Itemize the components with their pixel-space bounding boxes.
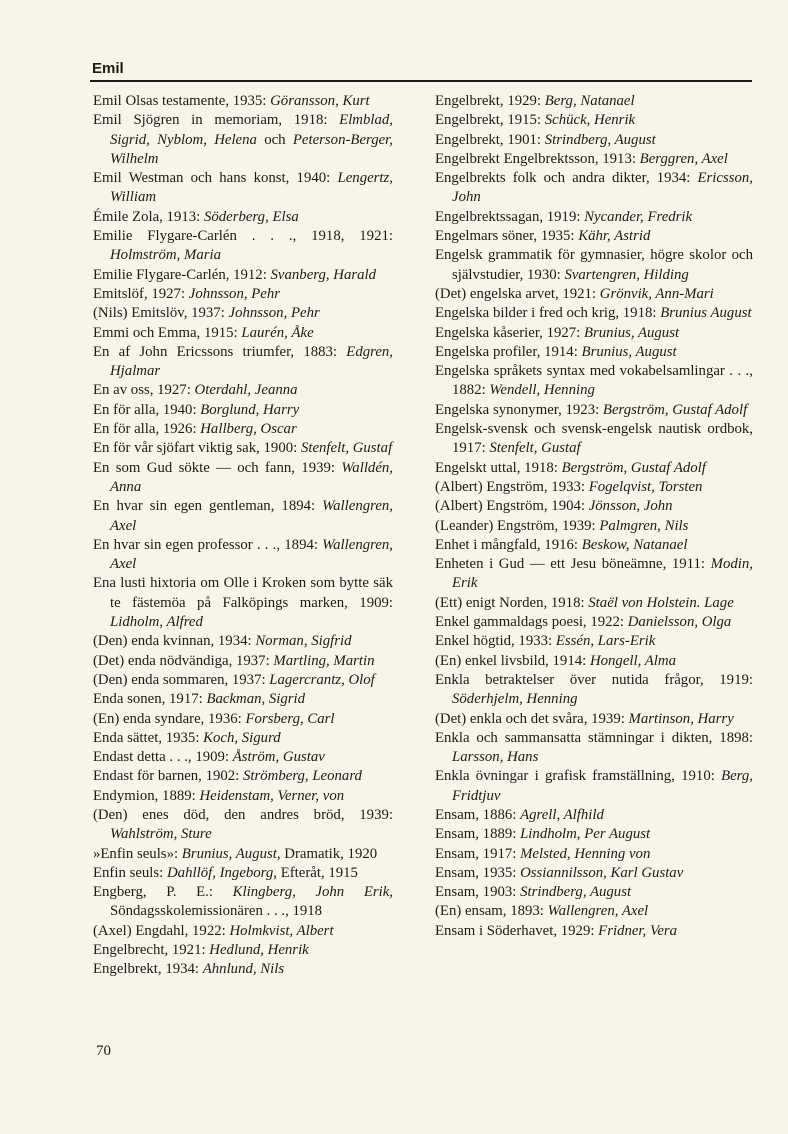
index-entry <box>93 208 393 227</box>
entry-title: Ensam i Söderhavet, 1929: <box>435 922 599 939</box>
entry-author: Peterson-Berger, Wilhelm <box>110 131 393 167</box>
entry-author: Beskow, Natanael <box>581 536 688 553</box>
entry-title: Engelsk grammatik för gymnasier, högre skolor och självstudier, 1930: <box>435 247 753 283</box>
entry-author: Borglund, Harry <box>200 401 300 418</box>
index-entry <box>435 883 753 902</box>
entry-title: Engelbrekt, 1901: <box>435 131 545 148</box>
entry-author: Lindholm, Per August <box>520 826 651 843</box>
index-entry <box>435 304 753 323</box>
entry-title: En hvar sin egen gentleman, 1894: <box>93 498 323 515</box>
index-entry <box>435 150 753 169</box>
entry-author: Berg, Fridtjuv <box>452 768 753 804</box>
index-entry <box>93 690 393 709</box>
index-entry <box>435 922 753 941</box>
entry-title: Ena lusti hixtoria om Olle i Kroken som bytte säk te fästemöa på Falköpings marken, 1909: <box>93 575 393 611</box>
entry-author: Bergström, Gustaf Adolf <box>561 459 706 476</box>
entry-title: Engberg, P. E.: <box>93 884 233 901</box>
entry-title: (Det) enda nödvändiga, 1937: <box>93 652 274 669</box>
entry-title: Enda sonen, 1917: <box>93 691 207 708</box>
index-entry <box>435 767 753 806</box>
header-rule <box>90 80 752 82</box>
entry-author: Strindberg, August <box>520 884 632 901</box>
entry-title: (En) enkel livsbild, 1914: <box>435 652 590 669</box>
entry-title: (En) enda syndare, 1936: <box>93 710 246 727</box>
entry-author: Agrell, Alfhild <box>520 806 604 823</box>
entry-title: Emilie Flygare-Carlén, 1912: <box>93 266 271 283</box>
entry-author: Åström, Gustav <box>232 749 325 766</box>
entry-author: Martinson, Harry <box>628 710 734 727</box>
entry-author: Dahllöf, Ingeborg, <box>166 864 277 881</box>
index-entry <box>435 324 753 343</box>
index-entry <box>93 941 393 960</box>
index-entry <box>435 92 753 111</box>
entry-title: Ensam, 1935: <box>435 864 521 881</box>
index-entry <box>93 652 393 671</box>
entry-author: Backman, Sigrid <box>206 691 306 708</box>
entry-author: Kähr, Astrid <box>578 228 651 245</box>
entry-note: Söndagsskolemissionären . . ., 1918 <box>110 903 323 920</box>
index-entry <box>435 420 753 459</box>
entry-title: Engelbrekt, 1929: <box>435 93 545 109</box>
entry-title: Enkla och sammansatta stämningar i dikten, 1898: <box>435 729 753 746</box>
entry-author: Oterdahl, Jeanna <box>194 382 298 399</box>
entry-author: Jönsson, John <box>588 498 673 515</box>
entry-author: Lagercrantz, Olof <box>269 671 375 688</box>
entry-title: Emil Olsas testamente, 1935: <box>93 93 271 109</box>
entry-title: (En) ensam, 1893: <box>435 903 548 920</box>
index-entry <box>435 594 753 613</box>
index-entry <box>93 169 393 208</box>
index-entry <box>435 517 753 536</box>
index-entry <box>93 710 393 729</box>
index-entry <box>93 324 393 343</box>
entry-author: Martling, Martin <box>273 652 375 669</box>
index-entry <box>93 883 393 922</box>
index-entry <box>435 825 753 844</box>
index-entry <box>93 111 393 169</box>
entry-note: Efteråt, 1915 <box>277 864 358 881</box>
entry-author: Heidenstam, Verner, von <box>199 787 345 804</box>
entry-author: Wallengren, Axel <box>110 498 393 534</box>
entry-note: och <box>256 131 293 148</box>
running-header: Emil <box>92 60 124 77</box>
index-entry <box>93 671 393 690</box>
entry-title: Emil Westman och hans konst, 1940: <box>93 170 338 187</box>
index-entry <box>435 111 753 130</box>
index-entry <box>435 652 753 671</box>
index-entry <box>435 478 753 497</box>
entry-title: Emitslöf, 1927: <box>93 285 189 302</box>
index-entry <box>93 266 393 285</box>
index-entry <box>93 922 393 941</box>
entry-author: Söderhjelm, Henning <box>452 691 578 708</box>
index-entry <box>435 169 753 208</box>
entry-title: Engelska synonymer, 1923: <box>435 401 603 418</box>
index-entry <box>93 787 393 806</box>
index-entry <box>435 710 753 729</box>
entry-author: Strindberg, August <box>544 131 656 148</box>
entry-author: Essén, Lars-Erik <box>555 633 656 650</box>
index-entry <box>93 767 393 786</box>
entry-author: Koch, Sigurd <box>203 729 281 746</box>
entry-title: Engelska bilder i fred och krig, 1918: <box>435 305 661 322</box>
index-entry <box>93 748 393 767</box>
entry-title: Engelska språkets syntax med vokabelsamlingar . . ., 1882: <box>435 363 753 399</box>
entry-author: Wendell, Henning <box>489 382 595 399</box>
entry-title: (Leander) Engström, 1939: <box>435 517 600 534</box>
index-entry <box>435 902 753 921</box>
index-entry <box>435 227 753 246</box>
entry-title: En för alla, 1940: <box>93 401 201 418</box>
entry-title: Enkel gammaldags poesi, 1922: <box>435 614 628 631</box>
entry-author: Staël von Holstein. Lage <box>588 594 734 611</box>
entry-title: Engelmars söner, 1935: <box>435 228 579 245</box>
entry-author: Elmblad, Sigrid, Nyblom, Helena <box>110 112 393 148</box>
entry-title: (Nils) Emitslöv, 1937: <box>93 305 229 322</box>
entry-author: Grönvik, Ann-Mari <box>599 285 714 302</box>
index-entry <box>435 845 753 864</box>
entry-title: Engelbrektssagan, 1919: <box>435 208 585 225</box>
entry-author: Ahnlund, Nils <box>202 961 285 978</box>
index-entry <box>93 227 393 266</box>
index-entry <box>93 806 393 845</box>
entry-title: Engelbrecht, 1921: <box>93 942 210 959</box>
entry-author: Berggren, Axel <box>639 150 728 167</box>
entry-author: Fogelqvist, Torsten <box>588 478 703 495</box>
entry-author: Forsberg, Carl <box>245 710 335 727</box>
entry-title: Engelbrekts folk och andra dikter, 1934: <box>435 170 698 187</box>
entry-title: En som Gud sökte — och fann, 1939: <box>93 459 342 476</box>
entry-author: Ericsson, John <box>452 170 753 206</box>
page-number: 70 <box>96 1043 111 1059</box>
entry-author: Göransson, Kurt <box>270 93 370 109</box>
index-entry <box>435 864 753 883</box>
index-entry <box>93 92 393 111</box>
index-entry <box>93 960 393 979</box>
index-entry <box>93 729 393 748</box>
entry-title: Enda sättet, 1935: <box>93 729 204 746</box>
entry-author: Johnsson, Pehr <box>188 285 281 302</box>
index-entry <box>435 536 753 555</box>
index-entry <box>435 555 753 594</box>
index-entry <box>93 632 393 651</box>
entry-title: Enheten i Gud — ett Jesu böneämne, 1911: <box>435 556 711 573</box>
entry-title: Engelbrekt, 1915: <box>435 112 545 129</box>
index-entry <box>435 343 753 362</box>
entry-title: En af John Ericssons triumfer, 1883: <box>93 343 347 360</box>
entry-title: (Det) enkla och det svåra, 1939: <box>435 710 629 727</box>
index-entry <box>435 632 753 651</box>
index-entry <box>93 864 393 883</box>
entry-title: En hvar sin egen professor . . ., 1894: <box>93 536 323 553</box>
index-entry <box>435 246 753 285</box>
entry-title: Endast för barnen, 1902: <box>93 768 243 785</box>
entry-author: Hallberg, Oscar <box>200 421 297 438</box>
entry-title: »Enfin seuls»: <box>93 845 182 862</box>
entry-title: Engelsk-svensk och svensk-engelsk nautisk ordbok, 1917: <box>435 421 753 457</box>
entry-title: Emilie Flygare-Carlén . . ., 1918, 1921: <box>93 228 393 245</box>
entry-title: Engelbrekt, 1934: <box>93 961 203 978</box>
index-entry <box>93 497 393 536</box>
entry-author: Larsson, Hans <box>452 749 539 766</box>
index-entry <box>435 208 753 227</box>
entry-title: (Albert) Engström, 1904: <box>435 498 589 515</box>
entry-title: Endymion, 1889: <box>93 787 200 804</box>
index-entry <box>93 381 393 400</box>
entry-title: En för alla, 1926: <box>93 421 201 438</box>
entry-author: Johnsson, Pehr <box>228 305 320 322</box>
right-column <box>435 92 753 941</box>
entry-author: Ossiannilsson, Karl Gustav <box>520 864 684 881</box>
entry-author: Modin, Erik <box>452 556 753 592</box>
entry-author: Strömberg, Leonard <box>243 768 362 785</box>
index-entry <box>93 401 393 420</box>
entry-title: Ensam, 1903: <box>435 884 521 901</box>
index-entry <box>435 285 753 304</box>
entry-author: Melsted, Henning von <box>520 845 651 862</box>
index-entry <box>435 729 753 768</box>
entry-title: Enhet i mångfald, 1916: <box>435 536 582 553</box>
entry-title: (Axel) Engdahl, 1922: <box>93 922 230 939</box>
entry-author: Brunius, August <box>581 343 677 360</box>
entry-title: Engelskt uttal, 1918: <box>435 459 562 476</box>
left-column <box>93 92 393 980</box>
entry-author: Wallengren, Axel <box>547 903 649 920</box>
index-entry <box>93 536 393 575</box>
entry-title: En för vår sjöfart viktig sak, 1900: <box>93 440 301 457</box>
entry-title: Endast detta . . ., 1909: <box>93 749 233 766</box>
entry-title: Ensam, 1886: <box>435 806 521 823</box>
entry-note: Dramatik, 1920 <box>280 845 378 862</box>
entry-author: Norman, Sigfrid <box>255 633 352 650</box>
entry-title: (Ett) enigt Norden, 1918: <box>435 594 589 611</box>
entry-title: (Det) engelska arvet, 1921: <box>435 285 600 302</box>
index-entry <box>435 401 753 420</box>
entry-author: Laurén, Åke <box>241 324 314 341</box>
index-entry <box>435 362 753 401</box>
entry-author: Palmgren, Nils <box>599 517 689 534</box>
entry-author: Wahlström, Sture <box>110 826 212 843</box>
index-entry <box>435 459 753 478</box>
entry-author: Lengertz, William <box>110 170 393 206</box>
entry-title: Ensam, 1917: <box>435 845 521 862</box>
entry-title: Enkla övningar i grafisk framställning, 1910: <box>435 768 722 785</box>
entry-author: Stenfelt, Gustaf <box>489 440 581 457</box>
entry-author: Svartengren, Hilding <box>564 266 689 283</box>
entry-title: Ensam, 1889: <box>435 826 521 843</box>
entry-author: Klingberg, John Erik, <box>232 884 394 901</box>
entry-title: (Albert) Engström, 1933: <box>435 478 589 495</box>
entry-author: Brunius, August, <box>181 845 281 862</box>
index-entry <box>93 304 393 323</box>
index-entry <box>93 439 393 458</box>
entry-author: Hongell, Alma <box>589 652 676 669</box>
index-entry <box>93 845 393 864</box>
entry-title: Émile Zola, 1913: <box>93 208 204 225</box>
entry-title: Engelska kåserier, 1927: <box>435 324 584 341</box>
entry-title: (Den) enda sommaren, 1937: <box>93 671 270 688</box>
entry-author: Bergström, Gustaf Adolf <box>602 401 748 418</box>
entry-author: Hedlund, Henrik <box>209 942 309 959</box>
index-entry <box>93 285 393 304</box>
entry-author: Wallengren, Axel <box>110 536 393 573</box>
index-entry <box>93 343 393 382</box>
index-entry <box>93 574 393 632</box>
entry-title: Emmi och Emma, 1915: <box>93 324 242 341</box>
entry-author: Fridner, Vera <box>598 922 678 939</box>
entry-author: Lidholm, Alfred <box>110 614 203 631</box>
index-entry <box>435 613 753 632</box>
entry-author: Edgren, Hjalmar <box>110 343 393 380</box>
entry-title: Enkla betraktelser över nutida frågor, 1919: <box>435 671 753 688</box>
entry-author: Holmström, Maria <box>110 247 221 264</box>
entry-author: Danielsson, Olga <box>627 614 732 631</box>
entry-title: Enfin seuls: <box>93 864 167 881</box>
entry-title: Engelbrekt Engelbrektsson, 1913: <box>435 150 640 167</box>
index-entry <box>93 420 393 439</box>
entry-author: Stenfelt, Gustaf <box>300 440 393 457</box>
entry-title: Emil Sjögren in memoriam, 1918: <box>93 112 340 129</box>
entry-author: Brunius August <box>660 305 752 322</box>
entry-title: Engelska profiler, 1914: <box>435 343 582 360</box>
entry-author: Söderberg, Elsa <box>203 208 299 225</box>
index-entry <box>93 459 393 498</box>
entry-title: Enkel högtid, 1933: <box>435 633 556 650</box>
index-entry <box>435 671 753 710</box>
entry-author: Berg, Natanael <box>544 93 635 109</box>
entry-title: En av oss, 1927: <box>93 382 195 399</box>
entry-author: Schück, Henrik <box>544 112 636 129</box>
entry-title: (Den) enes död, den andres bröd, 1939: <box>93 806 393 823</box>
index-entry <box>435 497 753 516</box>
entry-author: Svanberg, Harald <box>270 266 377 283</box>
entry-author: Holmkvist, Albert <box>229 922 334 939</box>
index-entry <box>435 131 753 150</box>
entry-author: Walldén, Anna <box>110 459 393 495</box>
index-entry <box>435 806 753 825</box>
entry-author: Brunius, August <box>583 324 680 341</box>
entry-title: (Den) enda kvinnan, 1934: <box>93 633 256 650</box>
entry-author: Nycander, Fredrik <box>584 208 693 225</box>
